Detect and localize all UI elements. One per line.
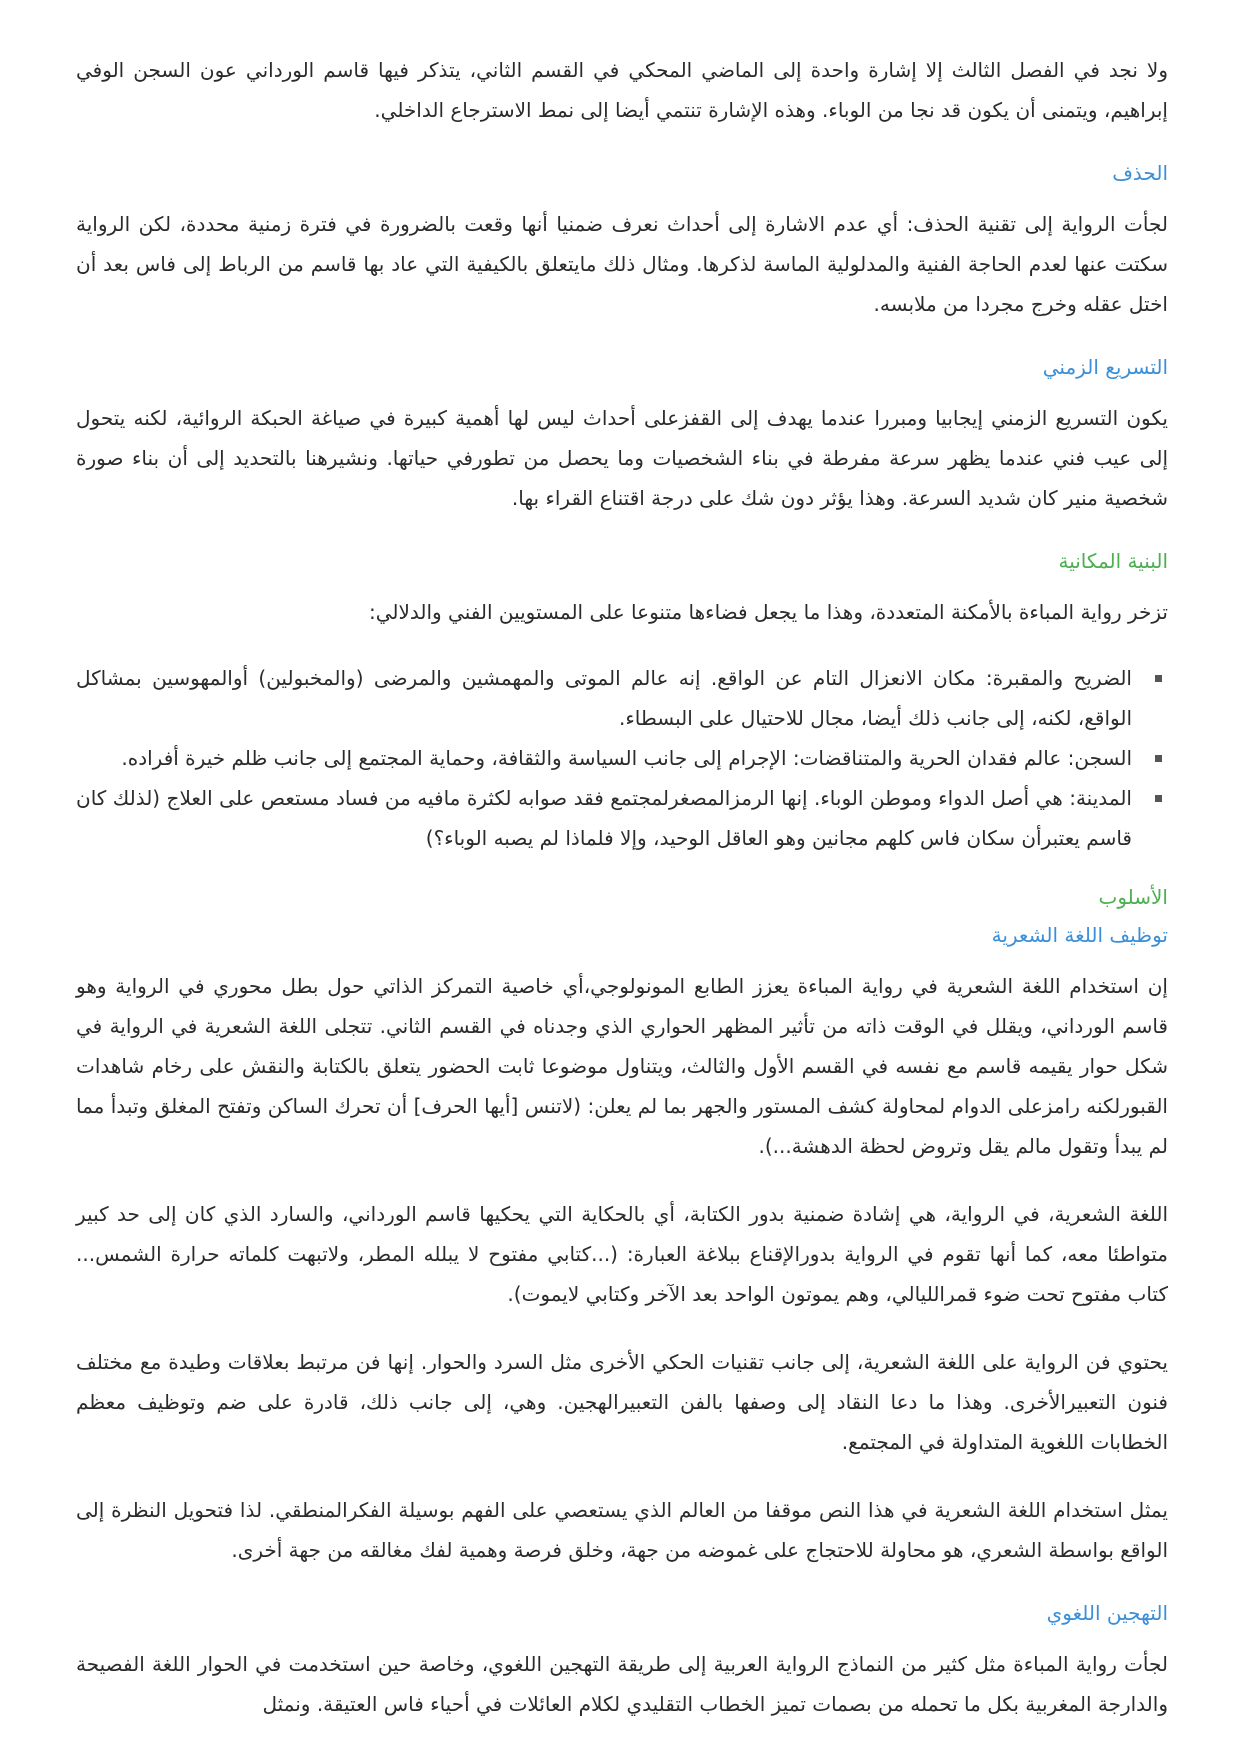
- poetic-paragraph-1: إن استخدام اللغة الشعرية في رواية المباءة يعزز الطابع المونولوجي،أي خاصية التمركز الذاتي حول بطل محوري في الرواية وهو قاسم الورداني، ويقلل في الوقت ذاته من تأثير المظهر الحواري الذي وجدناه في القسم الثاني. تتجلى اللغة الشعرية في الرواية في شكل حوار يقيمه قاسم مع نفسه في القسم الأول والثالث، ويتناول موضوعا ثابت الحضور يتعلق بالكتابة والنقش على رخام شاهدات القبورلكنه رامزعلى الدوام لمحاولة كشف المستور والجهر بما لم يعلن: (لاتنس [أيها الحرف] أن تحرك الساكن وتفتح المغلق وتبدأ مما لم يبدأ وتقول مالم يقل وتروض لحظة الدهشة...).: [76, 974, 1168, 1158]
- list-item: [76, 778, 1168, 858]
- list-item: [76, 738, 1168, 778]
- hybrid-paragraph: لجأت رواية المباءة مثل كثير من النماذج الرواية العربية إلى طريقة التهجين اللغوي، وخاصة حين استخدمت في الحوار اللغة الفصيحة والدارجة المغربية بكل ما تحمله من بصمات تميز الخطاب التقليدي لكلام العائلات في أحياء فاس العتيقة. ونمثل: [76, 1652, 1168, 1716]
- square-bullet-icon: [1155, 675, 1162, 682]
- spatial-list: [76, 658, 1168, 858]
- poetic-paragraph-3: يحتوي فن الرواية على اللغة الشعرية، إلى جانب تقنيات الحكي الأخرى مثل السرد والحوار. إنها فن مرتبط بعلاقات وطيدة مع مختلف فنون التعبيرالأخرى. وهذا ما دعا النقاد إلى وصفها بالفن التعبيرالهجين. وهي، إلى جانب ذلك، قادرة على ضم وتوظيف معظم الخطابات اللغوية المتداولة في المجتمع.: [76, 1350, 1168, 1454]
- poetic-paragraph-4: يمثل استخدام اللغة الشعرية في هذا النص موقفا من العالم الذي يستعصي على الفهم بوسيلة الفكرالمنطقي. لذا فتحويل النظرة إلى الواقع بواسطة الشعري، هو محاولة للاحتجاج على غموضه من جهة، وخلق فرصة وهمية لفك مغالقه من جهة أخرى.: [76, 1498, 1168, 1562]
- section-heading-ellipsis: الحذف: [1112, 161, 1168, 185]
- poetic-paragraph-2: اللغة الشعرية، في الرواية، هي إشادة ضمنية بدور الكتابة، أي بالحكاية التي يحكيها قاسم الورداني، والسارد الذي كان إلى حد كبير متواطئا معه، كما أنها تقوم في الرواية بدورالإقناع ببلاغة العبارة: (...كتابي مفتوح لا يبلله المطر، ولاتبهت كلماته حرارة الشمس... كتاب مفتوح تحت ضوء قمرالليالي، وهم يموتون الواحد بعد الآخر وكتابي لايموت).: [76, 1202, 1168, 1306]
- section-heading-hybrid: التهجين اللغوي: [1046, 1601, 1168, 1625]
- document-page: [76, 50, 1168, 1724]
- section-heading-style: الأسلوب: [1098, 885, 1168, 909]
- section-heading-acceleration: التسريع الزمني: [1042, 355, 1168, 379]
- section-heading-spatial: البنية المكانية: [1058, 549, 1168, 573]
- ellipsis-paragraph: لجأت الرواية إلى تقنية الحذف: أي عدم الاشارة إلى أحداث نعرف ضمنيا أنها وقعت بالضرورة في فترة زمنية محددة، لكن الرواية سكتت عنها لعدم الحاجة الفنية والمدلولية الماسة لذكرها. ومثال ذلك مايتعلق بالكيفية التي عاد بها قاسم من الرباط إلى فاس بعد أن اختل عقله وخرج مجردا من ملابسه.: [76, 212, 1168, 316]
- list-item-text: الضريح والمقبرة: مكان الانعزال التام عن الواقع. إنه عالم الموتى والمهمشين والمرضى (والمخبولين) أوالمهوسين بمشاكل الواقع، لكنه، إلى جانب ذلك أيضا، مجال للاحتيال على البسطاء.: [76, 666, 1132, 730]
- spatial-intro: تزخر رواية المباءة بالأمكنة المتعددة، وهذا ما يجعل فضاءها متنوعا على المستويين الفني والدلالي:: [368, 600, 1168, 624]
- list-item-text: المدينة: هي أصل الدواء وموطن الوباء. إنها الرمزالمصغرلمجتمع فقد صوابه لكثرة مافيه من فساد مستعص على العلاج (لذلك كان قاسم يعتبرأن سكان فاس كلهم مجانين وهو العاقل الوحيد، وإلا فلماذا لم يصبه الوباء؟): [76, 786, 1132, 850]
- list-item: [76, 658, 1168, 738]
- square-bullet-icon: [1155, 795, 1162, 802]
- section-heading-poetic: توظيف اللغة الشعرية: [991, 923, 1168, 947]
- acceleration-paragraph: يكون التسريع الزمني إيجابيا ومبررا عندما يهدف إلى القفزعلى أحداث ليس لها أهمية كبيرة في صياغة الحبكة الروائية، لكنه يتحول إلى عيب فني عندما يظهر سرعة مفرطة في بناء الشخصيات وما يحصل من تطورفي حياتها. ونشيرهنا بالتحديد إلى أن بناء صورة شخصية منير كان شديد السرعة. وهذا يؤثر دون شك على درجة اقتناع القراء بها.: [76, 406, 1168, 510]
- square-bullet-icon: [1155, 755, 1162, 762]
- intro-paragraph: ولا نجد في الفصل الثالث إلا إشارة واحدة إلى الماضي المحكي في القسم الثاني، يتذكر فيها قاسم الورداني عون السجن الوفي إبراهيم، ويتمنى أن يكون قد نجا من الوباء. وهذه الإشارة تنتمي أيضا إلى نمط الاسترجاع الداخلي.: [76, 58, 1168, 122]
- list-item-text: السجن: عالم فقدان الحرية والمتناقضات: الإجرام إلى جانب السياسة والثقافة، وحماية المجتمع إلى جانب ظلم خيرة أفراده.: [121, 746, 1132, 770]
